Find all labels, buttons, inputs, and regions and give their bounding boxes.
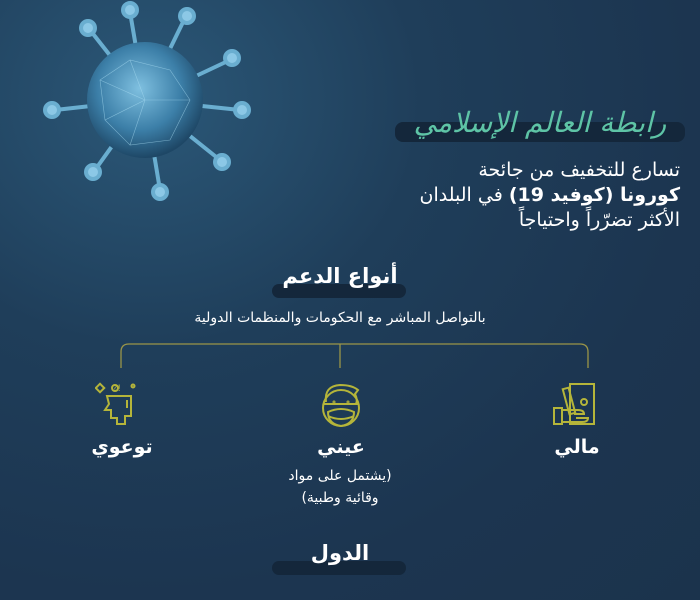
support-type-financial: مالي [554,436,600,458]
in-kind-note-line-2: وقائية وطبية) [301,490,379,506]
money-hand-icon [552,382,597,427]
headline-covid: كورونا (كوفيد 19) [508,184,680,206]
in-kind-note-line-1: (يشتمل على مواد [288,468,392,484]
head-ideas-icon [95,382,143,430]
svg-text:!?: !? [112,384,121,394]
countries-title: الدول [310,541,370,565]
support-type-in-kind: عيني [317,436,365,458]
face-mask-icon [318,382,364,430]
headline-line-3: الأكثر تضرّراً واحتياجاً [518,209,680,231]
headline-line-1: تسارع للتخفيف من جائحة [478,159,680,181]
support-types-title: أنواع الدعم [282,264,398,288]
support-subtitle: بالتواصل المباشر مع الحكومات والمنظمات الدولية [194,310,486,326]
support-type-awareness: توعوي [91,436,153,458]
svg-text:رابطة العالم الإسلامي: رابطة العالم الإسلامي [413,106,667,139]
headline-line-2-rest: في البلدان [419,184,509,206]
